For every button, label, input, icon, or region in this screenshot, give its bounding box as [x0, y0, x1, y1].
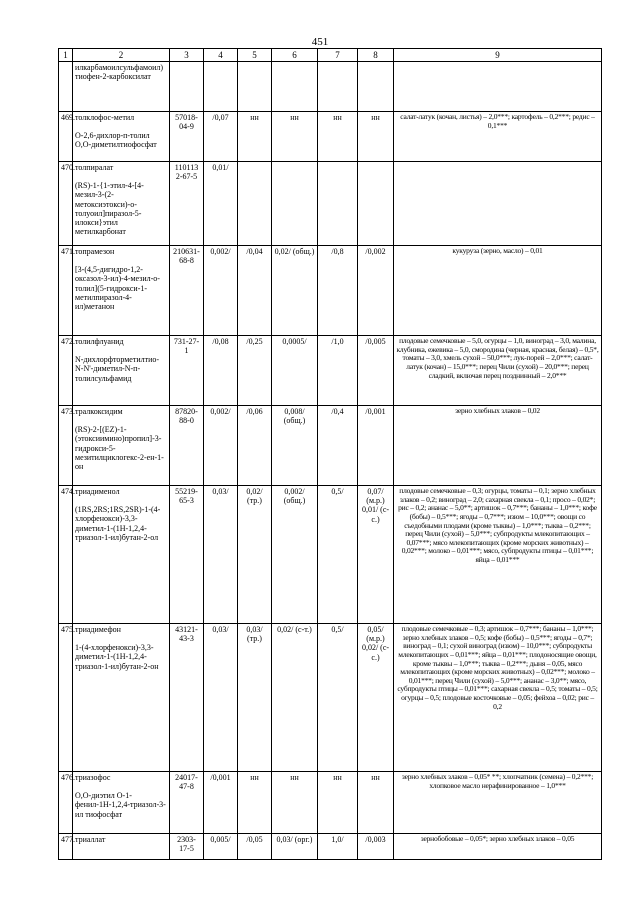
value-col7: /1,0 — [318, 336, 358, 406]
table-row — [59, 246, 602, 336]
name-spacer — [75, 172, 167, 181]
residue-limits: зерно хлебных злаков – 0,02 — [394, 406, 602, 486]
chemical-name: тиофен-2-карбоксилат — [75, 72, 151, 82]
row-number: 472. — [59, 336, 73, 406]
substance-name — [73, 62, 170, 112]
chemical-name: 1-(4-хлорфенокси)-3,3-диметил-1-(1H-1,2,4-триазол-1-ил)бутан-2-он — [75, 643, 159, 671]
value-col5: 0,02/ (тр.) — [238, 486, 272, 624]
value-col7: 1,0/ — [318, 834, 358, 860]
cas-number: 43121-43-3 — [170, 624, 204, 772]
header-cell: 4 — [204, 49, 238, 62]
value-col5: нн — [238, 772, 272, 834]
table-row — [59, 486, 602, 624]
value-col4: /0,07 — [204, 112, 238, 162]
chemical-name: (RS)-1-{1-этил-4-[4-мезил-3-(2-метоксиэтокси)-о-толуоил]пиразол-5-илокси}этил метилкарбонат — [75, 181, 144, 237]
value-col6: 0,0005/ — [272, 336, 318, 406]
value-col6: нн — [272, 772, 318, 834]
header-cell: 6 — [272, 49, 318, 62]
value-col5: /0,25 — [238, 336, 272, 406]
row-number: 470. — [59, 162, 73, 246]
header-cell: 2 — [73, 49, 170, 62]
residue-limits: салат-латук (кочан, листья) – 2,0***; картофель – 0,2***; редис – 0,1*** — [394, 112, 602, 162]
residue-limits: плодовые семечковые – 5,0, огурцы – 1,0, виноград – 3,0, малина, клубника, ежевика – 5,0, смородина (черная, красная, белая) – 0,5*, томаты – 3,0, хмель сухой – 50,0***; лук-порей – 2,0***; салат-латук (кочан) – 15,0***; перец Чили (сухой) – 20,0***; перец сладкий, включая перец позднинный – 2,0*** — [394, 336, 602, 406]
value-col4: 0,01/ — [204, 162, 238, 246]
value-col8: нн — [358, 112, 394, 162]
value-col6: 0,03/ (орг.) — [272, 834, 318, 860]
header-cell: 3 — [170, 49, 204, 62]
substance-name — [73, 246, 170, 336]
chemical-name: O,O-диэтил O-1-фенил-1H-1,2,4-триазол-3-ил тиофосфат — [75, 791, 166, 819]
substance-name — [73, 112, 170, 162]
chemical-name: O-2,6-дихлор-п-толил — [75, 131, 150, 141]
residue-limits: плодовые семечковые – 0,3; огурцы, томаты – 0,1; зерно хлебных злаков – 0,2; виноград – 2,0; сахарная свекла – 0,1; просо – 0,02*; рис – 0,2; ананас – 5,0**; артишок – 0,7***; бананы – 1,0***; кофе (бобы) – 0,5***; ягоды – 0,7***; изюм – 10,0***; овощи со съедобными плодами (кроме тыквы) – 1,0***; тыква – 0,2***; перец Чили (сухой) – 5,0***; субпродукты млекопитающих – 0,07***; мясо млекопитающих (кроме морских животных) – 0,02***; молоко – 0,01***; мясо, субпродукты птицы – 0,01***; яйца – 0,01*** — [394, 486, 602, 624]
cas-number: 110113 2-67-5 — [170, 162, 204, 246]
table-row — [59, 162, 602, 246]
row-number: 477. — [59, 834, 73, 860]
substance-name — [73, 486, 170, 624]
name-spacer — [75, 416, 167, 425]
value-col8 — [358, 162, 394, 246]
header-cell: 1 — [59, 49, 73, 62]
cas-number: 210631-68-8 — [170, 246, 204, 336]
value-col4 — [204, 62, 238, 112]
value-col5: /0,05 — [238, 834, 272, 860]
common-name: толклофос-метил — [75, 113, 135, 122]
name-spacer — [75, 256, 167, 265]
common-name: триадименол — [75, 487, 120, 496]
regulation-table — [58, 48, 602, 860]
common-name: толпиралат — [75, 163, 114, 172]
residue-limits — [394, 162, 602, 246]
value-col8: /0,001 — [358, 406, 394, 486]
value-col7: нн — [318, 112, 358, 162]
value-col7: 0,5/ — [318, 624, 358, 772]
value-col6: 0,02/ (общ.) — [272, 246, 318, 336]
table-row — [59, 834, 602, 860]
row-number: 474. — [59, 486, 73, 624]
value-col7 — [318, 62, 358, 112]
table-row — [59, 112, 602, 162]
cas-number — [170, 62, 204, 112]
substance-name — [73, 336, 170, 406]
value-col4: 0,03/ — [204, 486, 238, 624]
value-col4: /0,08 — [204, 336, 238, 406]
row-number: 469. — [59, 112, 73, 162]
value-col6: 0,002/ (общ.) — [272, 486, 318, 624]
common-name: толилфлуанид — [75, 337, 124, 346]
value-col5 — [238, 62, 272, 112]
table-row — [59, 624, 602, 772]
name-spacer — [75, 122, 167, 131]
common-name: илкарбамоилсульфамоил) — [75, 63, 164, 72]
table-row — [59, 406, 602, 486]
common-name: триадимефон — [75, 625, 121, 634]
table-row — [59, 772, 602, 834]
substance-name — [73, 406, 170, 486]
table-row — [59, 62, 602, 112]
header-cell: 9 — [394, 49, 602, 62]
name-spacer — [75, 634, 167, 643]
cas-number: 2303-17-5 — [170, 834, 204, 860]
value-col6: 0,02/ (с-т.) — [272, 624, 318, 772]
residue-limits: зерно хлебных злаков – 0,05* **; хлопчатник (семена) – 0,2***; хлопковое масло нерафинированное – 1,0*** — [394, 772, 602, 834]
value-col6: нн — [272, 112, 318, 162]
name-spacer — [75, 782, 167, 791]
value-col7 — [318, 162, 358, 246]
substance-name — [73, 834, 170, 860]
chemical-name: N-дихлорфторметилтио-N-N'-диметил-N-п-толилсульфамид — [75, 355, 160, 383]
value-col6 — [272, 162, 318, 246]
value-col4: 0,002/ — [204, 246, 238, 336]
header-cell: 8 — [358, 49, 394, 62]
value-col4: 0,005/ — [204, 834, 238, 860]
cas-number: 87820-88-0 — [170, 406, 204, 486]
value-col5: /0,04 — [238, 246, 272, 336]
residue-limits: зернобобовые – 0,05*; зерно хлебных злаков – 0,05 — [394, 834, 602, 860]
value-col7: /0,8 — [318, 246, 358, 336]
value-col8: /0,003 — [358, 834, 394, 860]
page-number: 451 — [311, 36, 329, 48]
value-col5: нн — [238, 112, 272, 162]
chemical-name: (RS)-2-[(EZ)-1-(этоксиимино)пропил]-3-гидрокси-5-мезитилциклогекс-2-ен-1-он — [75, 425, 164, 471]
common-name: триазофос — [75, 773, 111, 782]
table-row — [59, 336, 602, 406]
value-col8: нн — [358, 772, 394, 834]
residue-limits — [394, 62, 602, 112]
value-col8: /0,002 — [358, 246, 394, 336]
value-col4: /0,001 — [204, 772, 238, 834]
common-name: тралкоксидим — [75, 407, 123, 416]
chemical-name: O,O-диметилтиофосфат — [75, 140, 157, 150]
header-cell: 7 — [318, 49, 358, 62]
residue-limits: кукуруза (зерно, масло) – 0,01 — [394, 246, 602, 336]
value-col6 — [272, 62, 318, 112]
header-cell: 5 — [238, 49, 272, 62]
value-col8 — [358, 62, 394, 112]
value-col4: 0,002/ — [204, 406, 238, 486]
row-number: 473. — [59, 406, 73, 486]
residue-limits: плодовые семечковые – 0,3; артишок – 0,7***; бананы – 1,0***; зерно хлебных злаков – 0,5; кофе (бобы) – 0,5***; ягоды – 0,7*; виноград – 0,1; сухой виноград (изюм) – 10,0***; субпродукты млекопитающих – 0,01***; яйца – 0,01***; плодоносящие овощи, кроме тыквы – 1,0***; тыква – 0,2***; дыня – 0,05, мясо млекопитающих (кроме морских животных) – 0,02***; молоко – 0,01***; перец Чили (сухой) – 5,0***; ананас – 3,0**; мясо, субпродукты птицы – 0,01***; сахарная свекла – 0,5; томаты – 0,5; огурцы – 0,5; плодовые косточковые – 0,05; фейхоа – 0,02; рис – 0,2 — [394, 624, 602, 772]
value-col5: 0,03/ (тр.) — [238, 624, 272, 772]
row-number: 471. — [59, 246, 73, 336]
name-spacer — [75, 346, 167, 355]
common-name: топрамезон — [75, 247, 115, 256]
row-number — [59, 62, 73, 112]
value-col7: /0,4 — [318, 406, 358, 486]
value-col8: 0,05/ (м.р.) 0,02/ (с-с.) — [358, 624, 394, 772]
substance-name — [73, 162, 170, 246]
name-spacer — [75, 496, 167, 505]
value-col4: 0,03/ — [204, 624, 238, 772]
cas-number: 24017-47-8 — [170, 772, 204, 834]
chemical-name: (1RS,2RS;1RS,2SR)-1-(4-хлорфенокси)-3,3-диметил-1-(1H-1,2,4-триазол-1-ил)бутан-2-ол — [75, 505, 161, 542]
common-name: триаллат — [75, 835, 106, 844]
value-col5: /0,06 — [238, 406, 272, 486]
value-col7: нн — [318, 772, 358, 834]
value-col5 — [238, 162, 272, 246]
cas-number: 57018-04-9 — [170, 112, 204, 162]
row-number: 475. — [59, 624, 73, 772]
value-col8: /0,005 — [358, 336, 394, 406]
value-col6: 0,008/ (общ.) — [272, 406, 318, 486]
row-number: 476. — [59, 772, 73, 834]
cas-number: 55219-65-3 — [170, 486, 204, 624]
value-col8: 0,07/ (м.р.) 0,01/ (с-с.) — [358, 486, 394, 624]
header-row — [59, 49, 602, 62]
substance-name — [73, 772, 170, 834]
value-col7: 0,5/ — [318, 486, 358, 624]
cas-number: 731-27-1 — [170, 336, 204, 406]
chemical-name: [3-(4,5-дигидро-1,2-оксазол-3-ил)-4-мезил-о-толил](5-гидрокси-1-метилпиразол-4-ил)метанон — [75, 265, 160, 311]
substance-name — [73, 624, 170, 772]
